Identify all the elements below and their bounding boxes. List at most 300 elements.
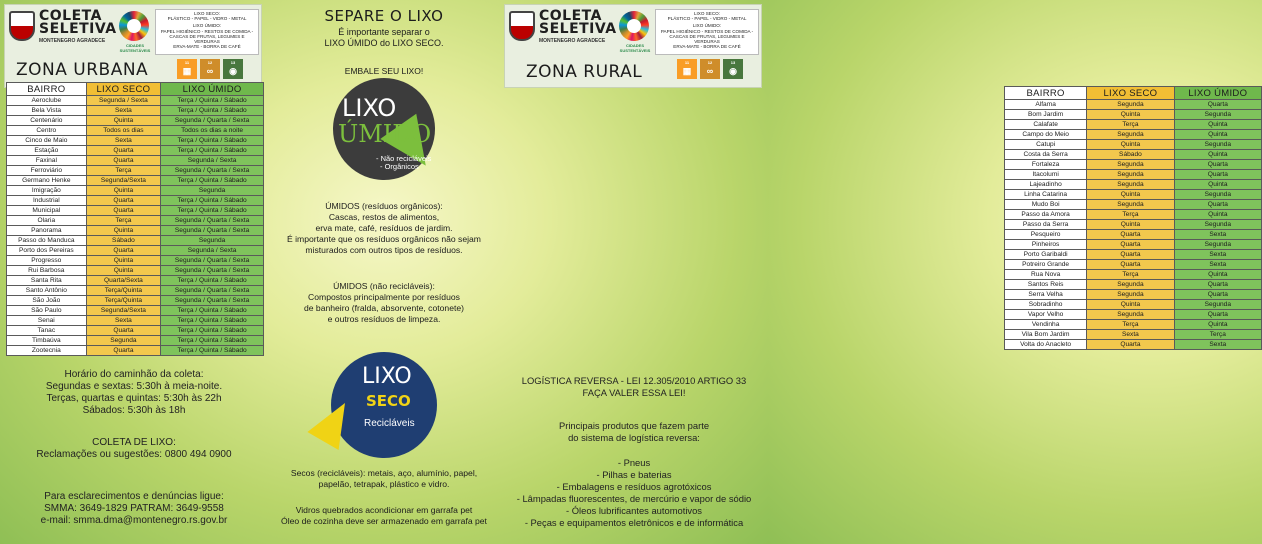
cell-lixo-seco: Quarta [1087,260,1174,270]
table-row [7,186,264,196]
table-row [7,256,264,266]
cell-lixo-seco: Segunda [1087,280,1174,290]
cell-lixo-seco: Segunda/Sexta [86,306,161,316]
cell-lixo-seco: Segunda/Sexta [86,176,161,186]
cell-lixo-seco: Terça/Quinta [86,286,161,296]
cell-lixo-umido: Quinta [1174,130,1261,140]
cell-lixo-umido: Segunda [1174,240,1261,250]
cell-lixo-umido: Terça / Quinta / Sábado [161,96,264,106]
cell-lixo-seco: Segunda [1087,290,1174,300]
desc-line: papelão, tetrapak, plástico e vidro. [318,479,450,489]
cell-lixo-umido: Quarta [1174,170,1261,180]
cell-lixo-seco: Quarta [86,146,161,156]
email-line: e-mail: smma.dma@montenegro.rs.gov.br [40,515,228,526]
subtitle-line: É importante separar o [338,27,430,37]
cell-lixo-umido: Segunda / Quarta / Sexta [161,256,264,266]
sdg-badges [677,59,743,79]
subtitle-line: LIXO ÚMIDO do LIXO SECO. [324,38,444,48]
intro-line: Principais produtos que fazem parte [558,420,710,431]
cell-lixo-seco: Todos os dias [86,126,161,136]
panel-urban [0,0,268,544]
table-row [1005,250,1262,260]
cell-lixo-seco: Sexta [86,316,161,326]
cell-lixo-seco: Quinta [1087,300,1174,310]
cell-bairro: Rua Nova [1005,270,1087,280]
cell-bairro: Faxinal [7,156,87,166]
table-row [1005,200,1262,210]
brand-line1: COLETA [539,8,602,24]
cell-bairro: Pinheiros [1005,240,1087,250]
cell-bairro: Cinco de Maio [7,136,87,146]
info-line: CASCAS DE FRUTAS, LEGUMES E VERDURAS [169,33,245,45]
cell-lixo-umido: Quarta [1174,280,1261,290]
info-line: LIXO SECO: [193,11,221,16]
table-row [7,276,264,286]
table-row [7,166,264,176]
zone-rural-title: ZONA RURAL [526,62,643,82]
cell-bairro: Costa da Serra [1005,150,1087,160]
table-row [7,116,264,126]
info-box [155,9,259,55]
sustainable-cities-icon [619,11,649,41]
cell-lixo-umido: Terça / Quinta / Sábado [161,176,264,186]
cell-lixo-umido: Sexta [1174,250,1261,260]
cell-bairro: Vila Bom Jardim [1005,330,1087,340]
reverse-logistics-item: - Lâmpadas fluorescentes, de mercúrio e vapor de sódio [516,493,752,504]
brand-line1: COLETA [39,8,102,24]
cell-lixo-seco: Segunda [1087,170,1174,180]
cell-lixo-seco: Segunda [1087,130,1174,140]
sdg-13-icon: 13 ◉ [223,59,243,79]
cell-lixo-seco: Segunda [1087,160,1174,170]
cell-lixo-seco: Quinta [86,186,161,196]
cell-lixo-seco: Quinta [86,256,161,266]
cell-bairro: Aeroclube [7,96,87,106]
cell-bairro: Santo Antônio [7,286,87,296]
cell-lixo-umido: Terça [1174,330,1261,340]
info-line: ERVA-MATE - BORRA DE CAFÉ [173,44,241,50]
cell-bairro: Tanac [7,326,87,336]
cell-bairro: Centenário [7,116,87,126]
table-row [7,226,264,236]
umido-word: ÚMIDO [338,120,432,148]
table-row [7,296,264,306]
cell-lixo-umido: Terça / Quinta / Sábado [161,346,264,356]
brand-line2: SELETIVA [539,21,617,37]
desc-line: e outros resíduos de limpeza. [327,314,441,324]
coleta-block [0,437,268,461]
table-row [7,286,264,296]
desc-line: Secos (recicláveis): metais, aço, alumínio, papel, [290,468,478,478]
sdg-badges [177,59,243,79]
cell-lixo-seco: Terça [1087,320,1174,330]
cell-lixo-seco: Terça [1087,120,1174,130]
cell-lixo-seco: Quarta/Sexta [86,276,161,286]
table-row [7,346,264,356]
cell-bairro: Catupi [1005,140,1087,150]
table-row [1005,100,1262,110]
cell-lixo-umido: Segunda / Sexta [161,156,264,166]
table-row [7,306,264,316]
cities-label: CIDADES SUSTENTÁVEIS [119,43,151,53]
seco-description-2 [268,505,500,527]
cell-bairro: Estação [7,146,87,156]
reverse-logistics-item: - Pilhas e baterias [596,469,672,480]
desc-line: Cascas, restos de alimentos, [328,212,440,222]
reverse-logistics-item: - Embalagens e resíduos agrotóxicos [556,481,712,492]
cell-lixo-seco: Quinta [1087,110,1174,120]
col-lixo-umido: LIXO ÚMIDO [161,83,264,96]
sustainable-cities-icon [119,11,149,41]
cell-bairro: São Paulo [7,306,87,316]
seco-word: SECO [366,392,411,410]
cell-bairro: Ferroviário [7,166,87,176]
cell-lixo-umido: Terça / Quinta / Sábado [161,316,264,326]
info-line: LIXO SECO: [693,11,721,16]
cell-lixo-umido: Terça / Quinta / Sábado [161,306,264,316]
desc-line: ÚMIDOS (resíduos orgânicos): [325,201,443,211]
cell-lixo-seco: Terça [86,216,161,226]
cell-lixo-seco: Quarta [1087,340,1174,350]
table-row [7,156,264,166]
table-row [1005,190,1262,200]
cell-bairro: Volta do Anacleto [1005,340,1087,350]
rural-schedule-table [1004,86,1262,350]
cell-lixo-umido: Segunda / Quarta / Sexta [161,286,264,296]
reverse-logistics-list [500,457,768,529]
cell-bairro: Alfama [1005,100,1087,110]
table-row [1005,220,1262,230]
brand-city: MONTENEGRO AGRADECE [39,38,106,44]
coleta-phone: Reclamações ou sugestões: 0800 494 0900 [36,449,232,460]
cell-lixo-umido: Segunda [161,236,264,246]
cell-bairro: Bom Jardim [1005,110,1087,120]
table-row [1005,290,1262,300]
desc-line: ÚMIDOS (não recicláveis): [333,281,435,291]
cell-lixo-seco: Terça [86,166,161,176]
cell-lixo-umido: Sexta [1174,340,1261,350]
sdg-11-icon: 11 ▦ [177,59,197,79]
cell-lixo-umido: Todos os dias a noite [161,126,264,136]
law-line: FAÇA VALER ESSA LEI! [582,387,686,398]
umido-lixo-word: LIXO [342,94,397,122]
cell-bairro: Panorama [7,226,87,236]
cell-lixo-umido: Quarta [1174,310,1261,320]
cell-lixo-seco: Quinta [1087,220,1174,230]
umido-sub-line: - Orgânicos [380,162,419,171]
umido-description [268,201,500,256]
table-row [1005,210,1262,220]
cell-lixo-seco: Quarta [86,196,161,206]
table-row [7,336,264,346]
info-line: PLÁSTICO - PAPEL - VIDRO - METAL [167,16,247,22]
cell-lixo-seco: Quinta [1087,190,1174,200]
table-row [1005,280,1262,290]
denuncia-line: Para esclarecimentos e denúncias ligue: [44,491,224,502]
cell-lixo-umido: Terça / Quinta / Sábado [161,136,264,146]
cell-lixo-umido: Segunda / Quarta / Sexta [161,296,264,306]
hours-line: Terças, quartas e quintas: 5:30h às 22h [46,393,222,404]
hours-title: Horário do caminhão da coleta: [64,369,204,380]
cell-lixo-seco: Quarta [86,346,161,356]
contact-block [0,491,268,527]
cell-lixo-umido: Segunda [1174,300,1261,310]
coleta-title: COLETA DE LIXO: [92,437,176,448]
sdg-13-icon: 13 ◉ [723,59,743,79]
info-line: PAPEL HIGIÊNICO - RESTOS DE COMIDA - [160,28,254,34]
embale-text: EMBALE SEU LIXO! [344,66,424,76]
cell-bairro: Serra Velha [1005,290,1087,300]
cell-bairro: Porto dos Pereiras [7,246,87,256]
cell-bairro: Potreiro Grande [1005,260,1087,270]
info-line: PAPEL HIGIÊNICO - RESTOS DE COMIDA - [660,28,754,34]
cell-lixo-seco: Segunda [86,336,161,346]
cell-bairro: Imigração [7,186,87,196]
cell-lixo-umido: Quinta [1174,150,1261,160]
brand-title [39,10,117,36]
cell-bairro: Centro [7,126,87,136]
table-row [1005,320,1262,330]
cell-bairro: Mudo Boi [1005,200,1087,210]
cell-bairro: Vapor Velho [1005,310,1087,320]
hours-block [0,369,268,417]
cell-lixo-seco: Terça [1087,270,1174,280]
table-row [7,176,264,186]
reverse-logistics-item: - Peças e equipamentos eletrônicos e de informática [524,517,744,528]
table-row [1005,260,1262,270]
cell-lixo-umido: Segunda / Quarta / Sexta [161,266,264,276]
city-crest-icon [9,11,35,41]
seco-description [268,468,500,490]
cities-label: CIDADES SUSTENTÁVEIS [619,43,651,53]
cell-lixo-umido: Segunda / Quarta / Sexta [161,166,264,176]
cell-bairro: Sobradinho [1005,300,1087,310]
brand-line2: SELETIVA [39,21,117,37]
hours-line: Segundas e sextas: 5:30h à meia-noite. [45,381,223,392]
table-row [7,216,264,226]
table-row [1005,340,1262,350]
cell-bairro: Timbaúva [7,336,87,346]
table-row [7,136,264,146]
separe-title: SEPARE O LIXO [324,7,444,25]
cell-bairro: Germano Henke [7,176,87,186]
cell-lixo-seco: Sexta [1087,330,1174,340]
cell-lixo-umido: Terça / Quinta / Sábado [161,336,264,346]
table-row [1005,120,1262,130]
panel-rural [500,0,1248,544]
cell-bairro: Fortaleza [1005,160,1087,170]
separe-subtitle [268,27,500,49]
cell-bairro: Porto Garibaldi [1005,250,1087,260]
table-row [1005,180,1262,190]
cell-bairro: Passo da Amora [1005,210,1087,220]
cell-lixo-umido: Quinta [1174,270,1261,280]
cell-lixo-seco: Sexta [86,106,161,116]
panel-separe [268,0,500,544]
cell-bairro: Zootecnia [7,346,87,356]
table-row [7,206,264,216]
cell-lixo-seco: Quarta [86,156,161,166]
cell-bairro: São João [7,296,87,306]
cell-bairro: Municipal [7,206,87,216]
sdg-12-icon: 12 ∞ [700,59,720,79]
col-bairro: BAIRRO [1005,87,1087,100]
cell-lixo-umido: Segunda [161,186,264,196]
table-row [7,266,264,276]
cell-lixo-umido: Segunda / Sexta [161,246,264,256]
col-bairro: BAIRRO [7,83,87,96]
cell-lixo-seco: Quarta [86,326,161,336]
cell-bairro: Senai [7,316,87,326]
cell-lixo-umido: Quarta [1174,100,1261,110]
cell-lixo-seco: Quarta [86,206,161,216]
cell-lixo-umido: Quinta [1174,210,1261,220]
cell-bairro: Industrial [7,196,87,206]
cell-lixo-seco: Quarta [1087,230,1174,240]
cell-lixo-seco: Terça [1087,210,1174,220]
cell-lixo-umido: Segunda / Quarta / Sexta [161,226,264,236]
table-row [7,126,264,136]
cell-lixo-umido: Terça / Quinta / Sábado [161,276,264,286]
cell-bairro: Progresso [7,256,87,266]
cell-lixo-umido: Terça / Quinta / Sábado [161,196,264,206]
table-row [1005,150,1262,160]
info-box [655,9,759,55]
table-row [1005,330,1262,340]
cell-lixo-seco: Sábado [86,236,161,246]
cell-bairro: Santos Reis [1005,280,1087,290]
cell-lixo-seco: Segunda [1087,180,1174,190]
info-line: LIXO ÚMIDO: [692,23,722,29]
table-row [1005,300,1262,310]
reverse-logistics-item: - Óleos lubrificantes automotivos [566,505,702,516]
cell-bairro: Passo do Manduca [7,236,87,246]
table-row [1005,240,1262,250]
table-row [1005,230,1262,240]
cell-bairro: Lajeadinho [1005,180,1087,190]
cell-lixo-umido: Sexta [1174,230,1261,240]
col-lixo-seco: LIXO SECO [86,83,161,96]
sdg-11-icon: 11 ▦ [677,59,697,79]
cell-lixo-seco: Segunda / Sexta [86,96,161,106]
cell-lixo-umido: Terça / Quinta / Sábado [161,146,264,156]
info-line: CASCAS DE FRUTAS, LEGUMES E VERDURAS [669,33,745,45]
cell-bairro: Olaria [7,216,87,226]
desc-line: É importante que os resíduos orgânicos não sejam [287,234,481,244]
hours-line: Sábados: 5:30h às 18h [82,405,186,416]
cell-lixo-seco: Segunda [1087,100,1174,110]
cell-lixo-seco: Sexta [86,136,161,146]
cell-bairro: Campo do Meio [1005,130,1087,140]
brand-city: MONTENEGRO AGRADECE [539,38,606,44]
cell-lixo-umido: Quarta [1174,200,1261,210]
brand-title [539,10,617,36]
cell-lixo-umido: Segunda [1174,220,1261,230]
seco-subtitle: Recicláveis [364,418,415,429]
cell-lixo-seco: Quinta [1087,140,1174,150]
cell-lixo-umido: Quarta [1174,290,1261,300]
cell-lixo-seco: Quinta [86,116,161,126]
cell-bairro: Bela Vista [7,106,87,116]
umido-description-2 [268,281,500,325]
cell-lixo-umido: Quinta [1174,120,1261,130]
cell-lixo-seco: Sábado [1087,150,1174,160]
urban-schedule-table [6,82,264,356]
umido-sub-line: - Não recicláveis [376,154,432,163]
table-row [7,236,264,246]
cell-lixo-umido: Quinta [1174,320,1261,330]
table-row [7,246,264,256]
col-lixo-umido: LIXO ÚMIDO [1174,87,1261,100]
zone-urbana-title: ZONA URBANA [16,60,149,80]
cell-lixo-umido: Segunda [1174,190,1261,200]
table-row [7,106,264,116]
cell-bairro: Vendinha [1005,320,1087,330]
cell-bairro: Itacolumi [1005,170,1087,180]
cell-bairro: Rui Barbosa [7,266,87,276]
desc-line: erva mate, café, resíduos de jardim. [315,223,453,233]
cell-bairro: Santa Rita [7,276,87,286]
cell-lixo-umido: Quinta [1174,180,1261,190]
desc-line: Vidros quebrados acondicionar em garrafa pet [295,505,473,515]
cell-lixo-umido: Terça / Quinta / Sábado [161,326,264,336]
table-row [7,146,264,156]
info-line: PLÁSTICO - PAPEL - VIDRO - METAL [667,16,747,22]
cell-lixo-umido: Segunda [1174,140,1261,150]
cell-lixo-umido: Terça / Quinta / Sábado [161,106,264,116]
intro-block [500,420,768,444]
table-row [1005,140,1262,150]
table-row [1005,310,1262,320]
phones-line: SMMA: 3649-1829 PATRAM: 3649-9558 [44,503,224,514]
desc-line: misturados com outros tipos de resíduos. [305,245,463,255]
desc-line: Compostos principalmente por resíduos [308,292,460,302]
cell-lixo-seco: Quarta [1087,240,1174,250]
umido-subtitle [376,155,431,171]
cell-lixo-seco: Quarta [86,246,161,256]
cell-bairro: Linha Catarina [1005,190,1087,200]
cell-lixo-umido: Sexta [1174,260,1261,270]
info-line: LIXO ÚMIDO: [192,23,222,29]
cell-lixo-umido: Segunda / Quarta / Sexta [161,216,264,226]
cell-bairro: Pesqueiro [1005,230,1087,240]
law-block [500,375,768,399]
cell-lixo-seco: Terça/Quinta [86,296,161,306]
table-row [1005,110,1262,120]
cell-bairro: Passo da Serra [1005,220,1087,230]
cell-bairro: Calafate [1005,120,1087,130]
col-lixo-seco: LIXO SECO [1087,87,1174,100]
law-line: LOGÍSTICA REVERSA - LEI 12.305/2010 ARTIGO 33 [521,375,747,386]
table-row [7,326,264,336]
info-line: ERVA-MATE - BORRA DE CAFÉ [673,44,741,50]
cell-lixo-seco: Quinta [86,226,161,236]
table-row [7,96,264,106]
cell-lixo-seco: Segunda [1087,200,1174,210]
table-row [7,196,264,206]
city-crest-icon [509,11,535,41]
reverse-logistics-item: - Pneus [617,457,651,468]
intro-line: do sistema de logística reversa: [568,432,700,443]
seco-lixo-word: LIXO [362,364,412,389]
sdg-12-icon: 12 ∞ [200,59,220,79]
cell-lixo-seco: Segunda [1087,310,1174,320]
desc-line: Óleo de cozinha deve ser armazenado em garrafa pet [281,516,487,526]
cell-lixo-umido: Segunda [1174,110,1261,120]
cell-lixo-umido: Quarta [1174,160,1261,170]
table-row [1005,130,1262,140]
cell-lixo-umido: Segunda / Quarta / Sexta [161,116,264,126]
